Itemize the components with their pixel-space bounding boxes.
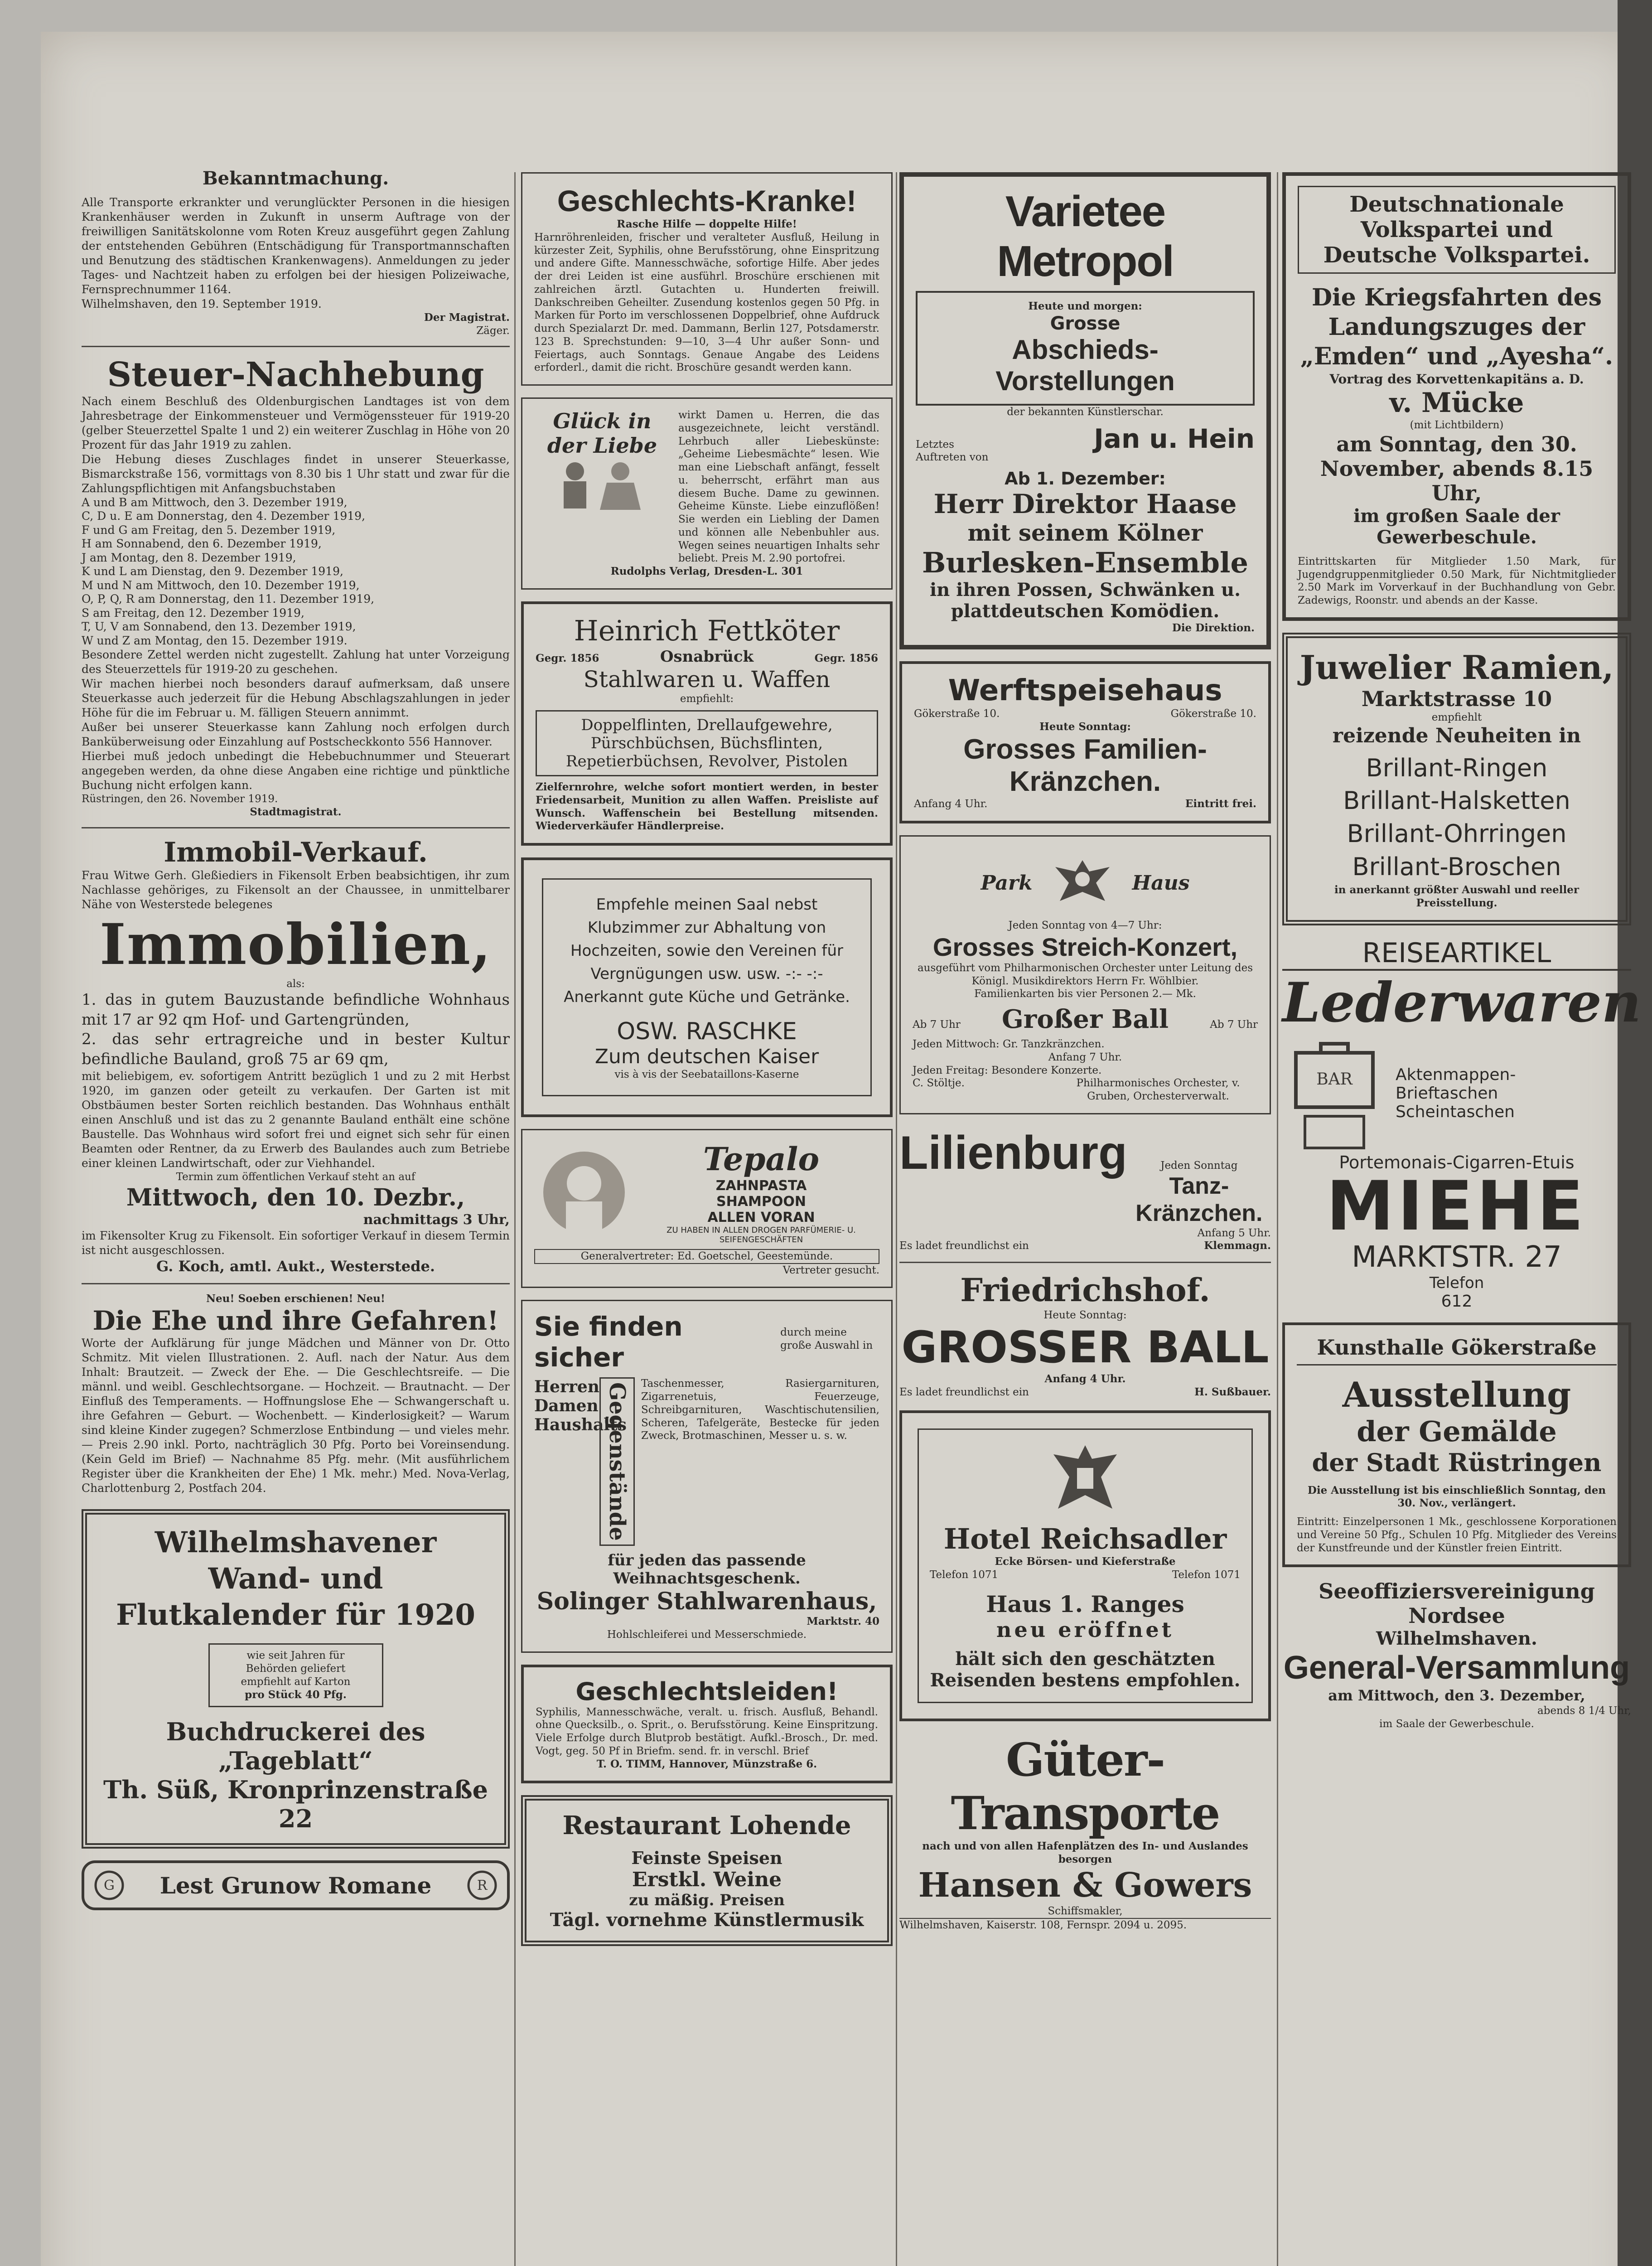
ad-text: Anfang 4 Uhr. <box>1044 1372 1126 1385</box>
ad-text: neu eröffnet <box>996 1617 1174 1642</box>
ad-text: Letztes Auftreten von <box>916 438 989 464</box>
ad-body: Eintritt: Einzelpersonen 1 Mk., geschlossene Korporationen und Vereine 50 Pfg., Schulen 10 Pfg. Mitglieder des Vereins der Kunstfreunde und der Künstler freien Eintritt. <box>1297 1516 1617 1554</box>
ad-text: (mit Lichtbildern) <box>1410 419 1504 431</box>
reichsadler-ad <box>899 1410 1271 1721</box>
ad-title: Varietee Metropol <box>997 187 1174 286</box>
ad-publisher: Rudolphs Verlag, Dresden-L. 301 <box>610 565 803 577</box>
kunsthalle-ad <box>1282 1322 1631 1568</box>
ad-body: Taschenmesser, Rasiergarnituren, Zigarrenetuis, Feuerzeuge, Schreibgarnituren, Waschtischutensilien, Scheren, Tafelgeräte, Bestecke für jeden Zweck, Brotmaschinen, Messer u. s. w. <box>641 1378 879 1442</box>
ad-text: Jeden Freitag: Besondere Konzerte. <box>913 1064 1102 1076</box>
ad-text: empfiehlt: <box>680 693 734 705</box>
ad-item: Portemonais-Cigarren-Etuis <box>1339 1152 1575 1172</box>
friedrichshof-ad <box>899 1271 1271 1399</box>
ad-name: v. Mücke <box>1389 387 1524 419</box>
ad-body: wirkt Damen u. Herren, die das ausgezeichnete, leicht verständl. Lehrbuch aller Liebeskünste: „Geheime Liebesmächte“ lesen. Wie man eine Liebschaft anfängt, fesselt u. beherrscht, erfährt man aus diesem Buche. Dame zu gewinnen. Geheime Künste. Liebe einzuflößen! Sie werden ein Liebling der Damen und können alle Nebenbuhler aus. Wegen seines neuartigen Inhalts sehr beliebt. Preis M. 2.90 portofrei. <box>678 409 879 565</box>
ad-body: hält sich den geschätzten Reisenden bestens empfohlen. <box>930 1648 1241 1691</box>
ad-firm: MIEHE <box>1326 1167 1587 1246</box>
lilienburg-ad <box>899 1126 1271 1253</box>
ad-text: Anfang 5 Uhr. <box>1197 1227 1271 1239</box>
ad-headline: der Stadt Rüstringen <box>1312 1448 1602 1477</box>
ad-item: Aktenmappen- <box>1396 1065 1516 1085</box>
ad-line: Feinste Speisen <box>631 1848 783 1869</box>
column-3 <box>899 136 1271 1932</box>
ad-item: Pürschbüchsen, Büchsflinten, Repetierbüchsen, Revolver, Pistolen <box>565 734 848 770</box>
ad-text: reizende Neuheiten in <box>1332 724 1581 747</box>
ad-item: Brieftaschen <box>1396 1084 1498 1103</box>
schedule-item: T, U, V am Sonnabend, den 13. Dezember 1919, <box>82 620 356 633</box>
column-rule <box>1277 172 1278 2266</box>
column-2 <box>521 136 893 1958</box>
schedule-list <box>82 496 510 648</box>
ad-title: Hotel Reichsadler <box>943 1522 1227 1556</box>
geschlechtskranke-ad <box>521 172 893 386</box>
ad-text: Jeden Sonntag von 4—7 Uhr: <box>1008 920 1162 931</box>
grunow-banner <box>82 1860 510 1910</box>
ad-phone: Telefon 1071 <box>1172 1569 1241 1581</box>
ad-title: REISEARTIKEL <box>1282 937 1631 971</box>
column-rule <box>896 172 897 2266</box>
ad-text: der bekannten Künstlerschar. <box>1007 406 1164 418</box>
ad-headline: Immobilien, <box>99 911 492 978</box>
lederwaren-ad <box>1282 937 1642 1311</box>
ad-firm: Hansen & Gowers <box>918 1866 1252 1905</box>
column-1 <box>82 136 510 1922</box>
emblem-icon <box>93 1869 125 1901</box>
ad-firm: OSW. RASCHKE <box>617 1018 797 1045</box>
ad-text: Termin zum öffentlichen Verkauf steht an auf <box>176 1171 415 1183</box>
seeoffiziere-ad <box>1282 1579 1631 1731</box>
schedule-item: O, P, Q, R am Donnerstag, den 11. Dezember 1919, <box>82 592 375 605</box>
geschlechtsleiden-ad <box>521 1665 893 1784</box>
divider <box>82 827 510 828</box>
parkhaus-ad <box>899 835 1271 1114</box>
ad-headline: Grosses Streich-Konzert, <box>932 932 1238 961</box>
emblem-icon <box>466 1869 498 1901</box>
divider <box>82 346 510 347</box>
ad-text: Haus 1. Ranges <box>986 1590 1184 1617</box>
ad-body: Eintrittskarten für Mitglieder 1.50 Mark, für Jugendgruppenmitglieder 0.50 Mark, für Nichtmitglieder 2.50 Mark im Vorverkauf in der Buchhandlung von Gebr. Zadewigs, Roonstr. und abends an der Kasse. <box>1298 555 1616 606</box>
eagle-crest-icon <box>1051 851 1114 915</box>
ad-title: Haus <box>1132 871 1190 895</box>
glueck-liebe-ad <box>521 397 893 590</box>
ad-firm: Buchdruckerei des „Tageblatt“ <box>166 1717 425 1776</box>
ad-address: Th. Süß, Kronprinzenstraße 22 <box>103 1775 488 1834</box>
ad-title: Die Ehe und ihre Gefahren! <box>92 1305 499 1336</box>
notice-body: Besondere Zettel werden nicht zugestellt. Zahlung hat unter Vorzeigung des Steuerzettels für 1919-20 zu geschehen. <box>82 648 510 676</box>
notice-date: Wilhelmshaven, den 19. September 1919. <box>82 297 322 310</box>
svg-text:G: G <box>104 1878 115 1894</box>
ad-title: Kunsthalle Gökerstraße <box>1297 1335 1617 1365</box>
werftspeisehaus-ad <box>899 661 1271 823</box>
schedule-item: H am Sonnabend, den 6. Dezember 1919, <box>82 537 322 550</box>
raschke-ad <box>521 857 893 1117</box>
ad-title: Immobil-Verkauf. <box>164 836 428 868</box>
ad-date: am Mittwoch, den 3. Dezember, <box>1328 1687 1585 1704</box>
luggage-illustration-icon <box>1282 1035 1386 1152</box>
ad-title: Restaurant Lohende <box>562 1811 851 1841</box>
ad-title: Geschlechts-Kranke! <box>557 184 857 218</box>
ad-headline: Ausstellung <box>1342 1374 1571 1415</box>
ad-text: Jeden Sonntag <box>1160 1159 1238 1172</box>
ad-title: Heinrich Fettköter <box>574 614 840 647</box>
ad-title: Seeoffiziersvereinigung Nordsee <box>1319 1579 1595 1628</box>
ad-title: Friedrichshof. <box>960 1271 1210 1309</box>
ad-title: Geschlechtsleiden! <box>575 1677 838 1706</box>
ad-headline: der Gemälde <box>1357 1414 1557 1448</box>
ad-item: Doppelflinten, Drellaufgewehre, <box>581 716 833 734</box>
ad-subtitle: Rasche Hilfe — doppelte Hilfe! <box>617 218 797 230</box>
ad-note-box <box>208 1643 383 1707</box>
ad-text: empfiehlt <box>1431 711 1482 723</box>
ad-text: Grosse <box>1050 313 1121 334</box>
ad-line: Behörden geliefert <box>246 1663 346 1675</box>
ad-text: Telefon <box>1429 1273 1484 1292</box>
metropol-ad <box>899 172 1271 649</box>
ad-signature: C. Stöltje. <box>913 1077 965 1089</box>
schedule-item: C, D u. E am Donnerstag, den 4. Dezember 1919, <box>82 509 366 523</box>
schedule-item: S am Freitag, den 12. Dezember 1919, <box>82 606 304 620</box>
ad-signature: Klemmagn. <box>1204 1240 1271 1252</box>
ad-text: Ab 1. Dezember: <box>1005 469 1166 489</box>
ad-time: nachmittags 3 Uhr, <box>363 1212 510 1228</box>
notice-date: Rüstringen, den 26. November 1919. <box>82 793 278 805</box>
ad-title: Sie finden sicher <box>534 1311 683 1373</box>
svg-text:R: R <box>477 1878 488 1894</box>
ad-city: Osnabrück <box>660 647 754 666</box>
ad-text: Gegr. 1856 <box>536 652 599 664</box>
ad-text: Heute und morgen: <box>1028 300 1142 312</box>
ad-body: Zielfernrohre, welche sofort montiert werden, in bester Friedensarbeit, Munition zu allen Waffen. Preisliste auf Wunsch. Waffenschein bei Bestellung mitsenden. Wiederverkäufer Händlerpreise. <box>536 781 878 833</box>
ad-text: Anfang 7 Uhr. <box>1048 1051 1122 1063</box>
schedule-item: K und L am Dienstag, den 9. Dezember 1919, <box>82 565 343 578</box>
bekanntmachung-notice <box>82 136 510 338</box>
schedule-item: A und B am Mittwoch, den 3. Dezember 1919, <box>82 495 348 509</box>
ad-text: ALLEN VORAN <box>707 1209 815 1225</box>
ad-body: ausgeführt vom Philharmonischen Orchester unter Leitung des Königl. Musikdirektors Herrn Fr. Wöhlbier. <box>917 962 1253 987</box>
ad-text: Gegr. 1856 <box>814 652 878 664</box>
ad-text: Jeden Mittwoch: Gr. Tanzkränzchen. <box>913 1038 1105 1050</box>
ad-text: Familienkarten bis vier Personen 2.— Mk. <box>974 988 1196 1000</box>
ad-line: wie seit Jahren für <box>246 1650 345 1662</box>
ad-time: abends 8 1/4 Uhr, <box>1537 1705 1631 1717</box>
ad-line: Tägl. vornehme Künstlermusik <box>550 1909 864 1931</box>
ad-address: MARKTSTR. 27 <box>1352 1240 1562 1274</box>
tepalo-ad <box>521 1129 893 1288</box>
ad-footer: Vertreter gesucht. <box>783 1264 879 1276</box>
ad-text: Vortrag des Korvettenkapitäns a. D. <box>1329 372 1584 387</box>
ad-phone: Telefon 1071 <box>930 1569 999 1581</box>
ad-headline: Abschieds-Vorstellungen <box>995 334 1175 396</box>
ad-footer: in anerkannt größter Auswahl und reeller Preisstellung. <box>1334 884 1579 909</box>
ad-title: Glück in der Liebe <box>547 409 657 458</box>
notice-body: Die Hebung dieses Zuschlages findet in unserer Steuerkasse, Bismarckstraße 156, vormittags von 8.30 bis 1 Uhr statt und zwar für die Zahlungspflichtigen mit Anfangsbuchstaben <box>82 452 510 495</box>
immobilien-ad <box>82 837 510 1275</box>
ad-title: Lilienburg <box>899 1126 1127 1179</box>
divider <box>82 1283 510 1284</box>
ad-text: in ihren Possen, Schwänken u. plattdeutschen Komödien. <box>929 579 1241 622</box>
ad-text: für jeden das passende Weihnachtsgeschenk. <box>608 1551 806 1588</box>
ad-title: Werftspeisehaus <box>948 673 1222 707</box>
ad-text: ZU HABEN IN ALLEN DROGEN PARFÜMERIE- U. SEIFENGESCHÄFTEN <box>667 1225 856 1244</box>
notice-title: Bekanntmachung. <box>202 168 389 189</box>
ad-body: Harnröhrenleiden, frischer und veralteter Ausfluß, Heilung in kürzester Zeit, Syphilis, ohne Berufsstörung, ohne Einspritzung und andere Gifte. Mannesschwäche, sofortige Hilfe. Aber jedes der drei Leiden ist eine ausführl. Broschüre erschienen mit zahlreichen ärztl. Gutachten u. Hunderten freiwill. Dankschreiben Geheilter. Zusendung kostenlos gegen 50 Pfg. in Marken für Porto im verschlossenen Doppelbrief, ohne Aufdruck durch Spezialarzt Dr. med. Dammann, Berlin 127, Potsdamerstr. 123 B. Sprechstunden: 9—10, 3—4 Uhr außer Sonn- und Feiertags, auch Sonntags. Genaue Angabe des Leidens erforderl., damit die richt. Broschüre gesandt werden kann. <box>534 231 879 374</box>
ad-text: ZAHNPASTA <box>715 1177 807 1194</box>
ad-text: Wilhelmshaven. <box>1376 1628 1537 1650</box>
notice-signature: Zäger. <box>476 324 510 337</box>
ad-text: als: <box>286 978 305 990</box>
bag-label: BAR <box>1316 1070 1353 1089</box>
ad-brand: Tepalo <box>703 1140 820 1178</box>
schedule-item: M und N am Mittwoch, den 10. Dezember 1919, <box>82 578 360 592</box>
ad-title: Güter-Transporte <box>951 1733 1220 1840</box>
ad-headline: GROSSER BALL <box>901 1322 1269 1373</box>
ad-line: empfiehlt auf Karton <box>241 1675 351 1688</box>
ad-phone: 612 <box>1441 1292 1473 1311</box>
notice-body: Alle Transporte erkrankter und verunglückter Personen in die hiesigen Krankenhäuser werden in Zukunft in unserm Auftrage von der freiwilligen Sanitätskolonne vom Roten Kreuz ausgeführt gegen Zahlung der entstehenden Gebühren (Entschädigung für Transportmannschaften und Benutzung des städtischen Krankenwagens). Anmeldungen zu jeder Tages- und Nachtzeit haben zu erfolgen bei der hiesigen Polizeiwache, Fernsprechnummer 1164. <box>82 196 510 296</box>
ad-vertical-text: Gegenstände <box>599 1377 635 1546</box>
gueter-transporte-ad <box>899 1733 1271 1932</box>
banner-text: Lest Grunow Romane <box>159 1872 432 1899</box>
ad-title: Juwelier Ramien, <box>1299 648 1614 687</box>
ad-text: Es ladet freundlichst ein <box>899 1386 1029 1398</box>
ad-signature: Die Direktion. <box>1172 622 1255 634</box>
ad-line: pro Stück 40 Pfg. <box>245 1688 347 1701</box>
ad-category: Damen <box>534 1396 599 1416</box>
notice-body: Hierbei muß jedoch unbedingt die Hebebuchnummer und Steuerart angegeben werden, da ohne diese Angaben eine richtige und pünktliche Buchung nicht erfolgen kann. <box>82 750 510 792</box>
ad-body: Worte der Aufklärung für junge Mädchen und Männer von Dr. Otto Schmitz. Mit vielen Illustrationen. 2. Aufl. nach der Natur. Aus dem Inhalt: Brautzeit. — Zweck der Ehe. — Die Geschlechtsreife. — Die männl. und weibl. Geschlechtsorgane. — Hochzeit. — Brautnacht. — Der Einfluß des Temperaments. — Hoffnungslose Ehe — Schwangerschaft u. ihre Gefahren — Geburt. — Wochenbett. — Kinderlosigkeit? — Warum sind kleine Kinder zugegen? Schmerzlose Entbindung — und vieles mehr. — Preis 2.90 inkl. Porto, nachträglich 30 Pfg. Porto bei Voreinsendung. (Kein Geld im Brief) — Nachnahme 85 Pfg. mehr. (Mit ausführlichem Register über die Krankheiten der Ehe) 1 Mk. mehr.) Med. Nova-Verlag, Charlottenburg 2, Postfach 204. <box>82 1336 510 1495</box>
ad-line: Erstkl. Weine <box>632 1868 782 1892</box>
ad-signature: Philharmonisches Orchester, v. Gruben, Orchesterverwalt. <box>1076 1077 1240 1102</box>
ad-body: mit beliebigem, ev. sofortigem Antritt bezüglich 1 und zu 2 mit Herbst 1920, im ganzen oder geteilt zu verkaufen. Der Garten ist mit Obstbäumen bester Sorten reichlich bestanden. Das Wohnhaus enthält einen Anschluß und ist das zu 2 genannte Bauland enthält eine schöne Baustelle. Das Wohnhaus wird sofort frei und eignet sich sehr für einen Beamten oder Rentner, da zu Erwerb des Baulandes auch zum Betriebe einer kleinen Landwirtschaft, oder zur Viehhandel. <box>82 1070 510 1170</box>
column-4 <box>1282 136 1642 1731</box>
ad-signature: H. Sußbauer. <box>1194 1385 1271 1398</box>
ad-address: Marktstr. 40 <box>807 1615 879 1628</box>
ad-text: Ab 7 Uhr <box>913 1019 961 1031</box>
ad-headline: Lederwaren <box>1282 970 1642 1035</box>
ad-address: Wilhelmshaven, Kaiserstr. 108, Fernspr. 2094 u. 2095. <box>899 1918 1271 1932</box>
schedule-item: F und G am Freitag, den 5. Dezember 1919, <box>82 523 336 537</box>
ad-category: Herren <box>534 1377 599 1397</box>
ad-item: 1. das in gutem Bauzustande befindliche Wohnhaus mit 17 ar 92 qm Hof- und Gartengründen, <box>82 991 510 1029</box>
notice-body: Nach einem Beschluß des Oldenburgischen Landtages ist von dem Jahresbetrage der Einkommensteuer und Vermögenssteuer für 1919-20 (gelber Steuerzettel Spalte 1 und 2) ein weiterer Zuschlag in Höhe von 20 Prozent für das Jahr 1919 zu zahlen. <box>82 394 510 451</box>
ad-title: Deutschnationale Volkspartei und Deutsche Volkspartei. <box>1323 192 1590 268</box>
ad-text: SHAMPOON <box>716 1193 806 1210</box>
ad-text: Schiffsmakler, <box>1048 1905 1123 1917</box>
ad-body: Frau Witwe Gerh. Gleßiediers in Fikensolt Erben beabsichtigen, ihr zum Nachlasse gehöriges, zu Fikensolt an der Chaussee, in unmittelbarer Nähe von Westerstede belegenes <box>82 868 510 911</box>
ad-item: Brillant-Broschen <box>1352 852 1561 881</box>
lohende-ad <box>521 1795 893 1946</box>
ad-kicker: Neu! Soeben erschienen! Neu! <box>206 1292 385 1305</box>
ad-text: Hohlschleiferei und Messerschmiede. <box>607 1628 807 1641</box>
ad-address: Ecke Börsen- und Kieferstraße <box>995 1555 1176 1568</box>
ad-firm: Solinger Stahlwarenhaus, <box>536 1588 877 1616</box>
ad-headline: Burlesken-Ensemble <box>922 546 1248 579</box>
ad-body: Syphilis, Mannesschwäche, veralt. u. frisch. Ausfluß, Behandl. ohne Quecksilb., o. Sprit., o. Berufsstörung. Keine Einspritzung. Viele Erfolge durch Blutprob bestätigt. Aufkl.-Brosch., Dr. med. Vogt, geg. 50 Pf in Briefm. send. fr. in verschl. Brief <box>536 1706 878 1757</box>
juwelier-ad <box>1282 633 1631 925</box>
ad-text: Anfang 4 Uhr. <box>914 798 988 810</box>
ad-address: Marktstrasse 10 <box>1361 686 1552 711</box>
ad-body: Die Ausstellung ist bis einschließlich Sonntag, den 30. Nov., verlängert. <box>1307 1484 1606 1510</box>
steuer-notice <box>82 355 510 819</box>
schedule-item: J am Montag, den 8. Dezember 1919, <box>82 551 296 564</box>
notice-body: Wir machen hierbei noch besonders darauf aufmerksam, daß unsere Steuerkasse auch jederzeit für die Hebung Abschlagszahlungen in jeder Höhe für die im Februar u. M. fälligen Steuern annimmt. <box>82 677 510 719</box>
ad-text: mit seinem Kölner <box>967 519 1203 546</box>
ad-subtitle: Zum deutschen Kaiser <box>594 1045 819 1068</box>
ad-title: Park <box>981 871 1033 895</box>
ad-name: Herr Direktor Haase <box>933 489 1237 519</box>
ad-body: im Fikensolter Krug zu Fikensolt. Ein sofortiger Verkauf in diesem Termin ist nicht ausgeschlossen. <box>82 1229 510 1257</box>
ad-text: nach und von allen Hafenplätzen des In- und Auslandes besorgen <box>922 1840 1248 1865</box>
ad-headline: Großer Ball <box>1001 1004 1169 1034</box>
eagle-crest-icon <box>1049 1441 1121 1522</box>
ad-headline: Tanz-Kränzchen. <box>1135 1172 1263 1226</box>
ad-address: vis à vis der Seebataillons-Kaserne <box>614 1069 799 1080</box>
column-rule <box>514 172 516 2266</box>
fettkoeter-ad <box>521 601 893 846</box>
notice-title: Steuer-Nachhebung <box>107 355 484 394</box>
ad-signature: G. Koch, amtl. Aukt., Westerstede. <box>156 1257 435 1275</box>
ad-text: Heute Sonntag: <box>1043 1309 1127 1321</box>
wandkalender-ad <box>82 1509 510 1849</box>
schedule-item: W und Z am Montag, den 15. Dezember 1919. <box>82 634 348 647</box>
ad-title: Wilhelmshavener Wand- und Flutkalender für 1920 <box>116 1525 475 1632</box>
ad-item: Brillant-Ringen <box>1366 753 1548 782</box>
ad-item: Brillant-Halsketten <box>1343 786 1570 815</box>
ad-text: Ab 7 Uhr <box>1210 1019 1258 1031</box>
ad-body: Empfehle meinen Saal nebst Klubzimmer zur Abhaltung von Hochzeiten, sowie den Vereinen für Vergnügungen usw. usw. -:- -:- Anerkannt gute Küche und Getränke. <box>564 896 850 1006</box>
ad-text: Es ladet freundlichst ein <box>899 1240 1029 1252</box>
ad-text: durch meine große Auswahl in <box>780 1327 873 1351</box>
ad-item: Scheintaschen <box>1396 1103 1515 1122</box>
solinger-ad <box>521 1300 893 1652</box>
notice-signature: Der Magistrat. <box>424 311 510 324</box>
ad-firm: T. O. TIMM, Hannover, Münzstraße 6. <box>596 1758 817 1770</box>
ad-headline: Grosses Familien-Kränzchen. <box>963 734 1207 798</box>
ad-subtitle: Stahlwaren u. Waffen <box>583 666 831 693</box>
ad-date: Mittwoch, den 10. Dezbr., <box>126 1184 465 1212</box>
ad-category: Haushalts <box>534 1415 627 1435</box>
ad-headline: General-Versammlung <box>1283 1650 1630 1686</box>
ad-name: Jan u. Hein <box>1094 423 1255 454</box>
ehe-ad <box>82 1293 510 1496</box>
volkspartei-ad <box>1282 172 1631 621</box>
ad-footer: Generalvertreter: Ed. Goetschel, Geestemünde. <box>534 1249 879 1264</box>
ad-date: am Sonntag, den 30. November, abends 8.15 Uhr, <box>1320 431 1594 505</box>
ad-text: Eintritt frei. <box>1185 798 1256 810</box>
ad-headline: Die Kriegsfahrten des Landungszuges der „Emden“ und „Ayesha“. <box>1300 284 1613 370</box>
ad-line: zu mäßig. Preisen <box>629 1891 785 1910</box>
ad-place: im großen Saale der Gewerbeschule. <box>1353 505 1560 548</box>
woman-portrait-icon <box>534 1147 634 1238</box>
ad-item: 2. das sehr ertragreiche und in bester Kultur befindliche Bauland, groß 75 ar 69 qm, <box>82 1030 510 1068</box>
ad-item: Brillant-Ohrringen <box>1347 819 1567 848</box>
couple-illustration-icon <box>534 458 661 512</box>
divider <box>899 1262 1271 1263</box>
ad-text: Heute Sonntag: <box>1039 720 1131 733</box>
notice-body: Außer bei unserer Steuerkasse kann Zahlung noch erfolgen durch Banküberweisung oder Einzahlung auf Postscheckkonto 556 Hannover. <box>82 721 510 748</box>
ad-address: Gökerstraße 10. <box>1170 707 1256 720</box>
ad-place: im Saale der Gewerbeschule. <box>1379 1718 1534 1730</box>
notice-signature: Stadtmagistrat. <box>250 805 342 818</box>
ad-address: Gökerstraße 10. <box>914 707 1000 720</box>
